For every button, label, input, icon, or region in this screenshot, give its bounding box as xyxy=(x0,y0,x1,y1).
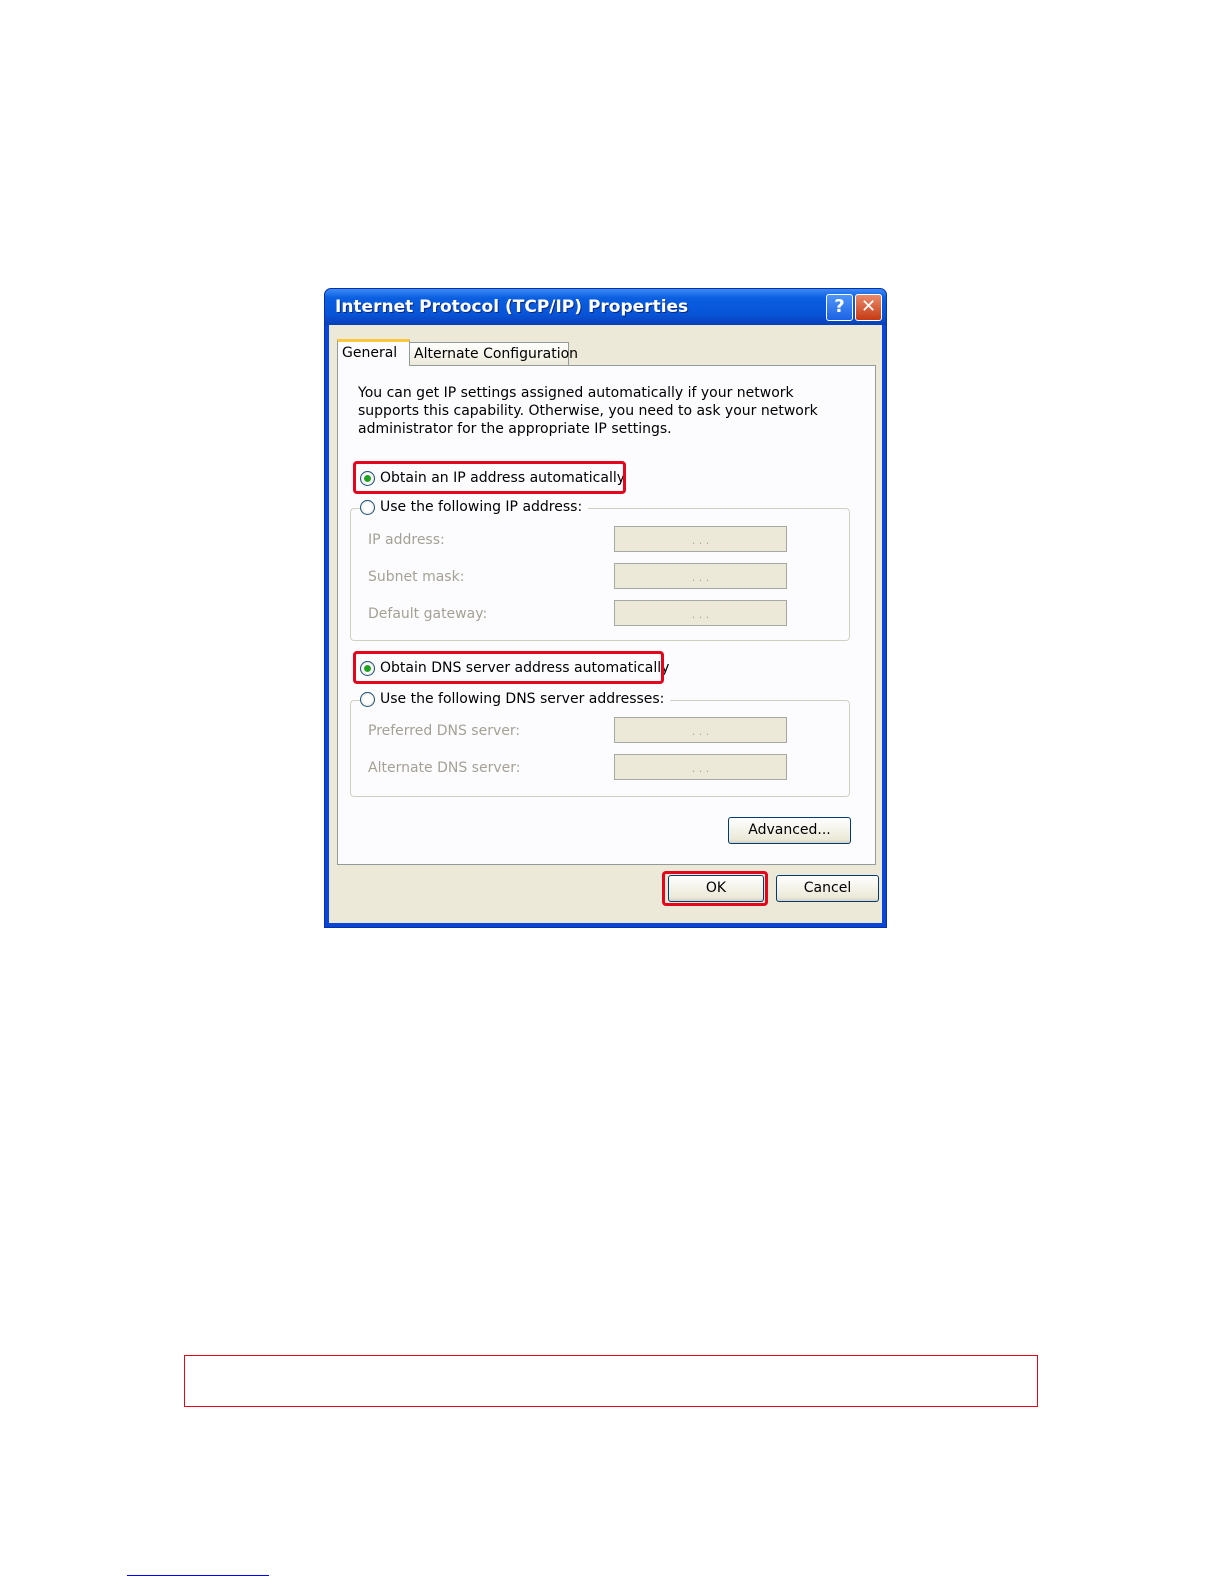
default-gateway-input[interactable] xyxy=(614,600,787,626)
ok-highlight xyxy=(662,871,768,906)
ok-button[interactable]: OK xyxy=(668,875,764,902)
subnet-mask-label: Subnet mask: xyxy=(368,569,465,585)
advanced-button[interactable]: Advanced... xyxy=(728,817,851,844)
dialog-client-area xyxy=(329,325,882,923)
tab-alternate-configuration[interactable]: Alternate Configuration xyxy=(409,342,569,366)
general-tab-panel xyxy=(337,365,876,865)
preferred-dns-input[interactable] xyxy=(614,717,787,743)
preferred-dns-value: . . . xyxy=(691,725,710,738)
use-following-dns-label: Use the following DNS server addresses: xyxy=(380,691,665,707)
close-button[interactable] xyxy=(855,294,882,321)
ip-address-label: IP address: xyxy=(368,532,445,548)
subnet-mask-value: . . . xyxy=(691,571,710,584)
use-following-dns-radio[interactable] xyxy=(360,692,375,707)
use-following-ip-label: Use the following IP address: xyxy=(380,499,583,515)
dns-auto-highlight xyxy=(353,651,664,684)
dialog-title: Internet Protocol (TCP/IP) Properties xyxy=(335,297,689,317)
footnote-separator xyxy=(127,1575,269,1576)
use-following-ip-option[interactable] xyxy=(360,497,588,517)
ip-auto-highlight xyxy=(353,461,626,494)
ip-address-input[interactable] xyxy=(614,526,787,552)
help-button[interactable] xyxy=(826,294,853,321)
obtain-dns-auto-label: Obtain DNS server address automatically xyxy=(380,660,670,676)
intro-text: You can get IP settings assigned automatically if your network supports this capability. Otherwise, you need to ask your network administrator for the appropriate IP settings. xyxy=(358,385,818,437)
default-gateway-label: Default gateway: xyxy=(368,606,488,622)
subnet-mask-input[interactable] xyxy=(614,563,787,589)
alternate-dns-value: . . . xyxy=(691,762,710,775)
preferred-dns-label: Preferred DNS server: xyxy=(368,723,521,739)
dns-manual-groupbox xyxy=(350,700,850,797)
note-box xyxy=(184,1355,1038,1407)
help-icon: ? xyxy=(834,296,845,317)
obtain-ip-auto-label: Obtain an IP address automatically xyxy=(380,470,626,486)
close-icon: ✕ xyxy=(860,296,877,317)
default-gateway-value: . . . xyxy=(691,608,710,621)
use-following-ip-radio[interactable] xyxy=(360,500,375,515)
cancel-button[interactable]: Cancel xyxy=(776,875,879,902)
title-bar[interactable] xyxy=(325,289,886,325)
tcpip-properties-dialog xyxy=(324,288,887,928)
alternate-dns-label: Alternate DNS server: xyxy=(368,760,521,776)
tab-general[interactable]: General xyxy=(337,339,410,366)
ip-address-value: . . . xyxy=(691,534,710,547)
alternate-dns-input[interactable] xyxy=(614,754,787,780)
use-following-dns-option[interactable] xyxy=(360,689,670,709)
